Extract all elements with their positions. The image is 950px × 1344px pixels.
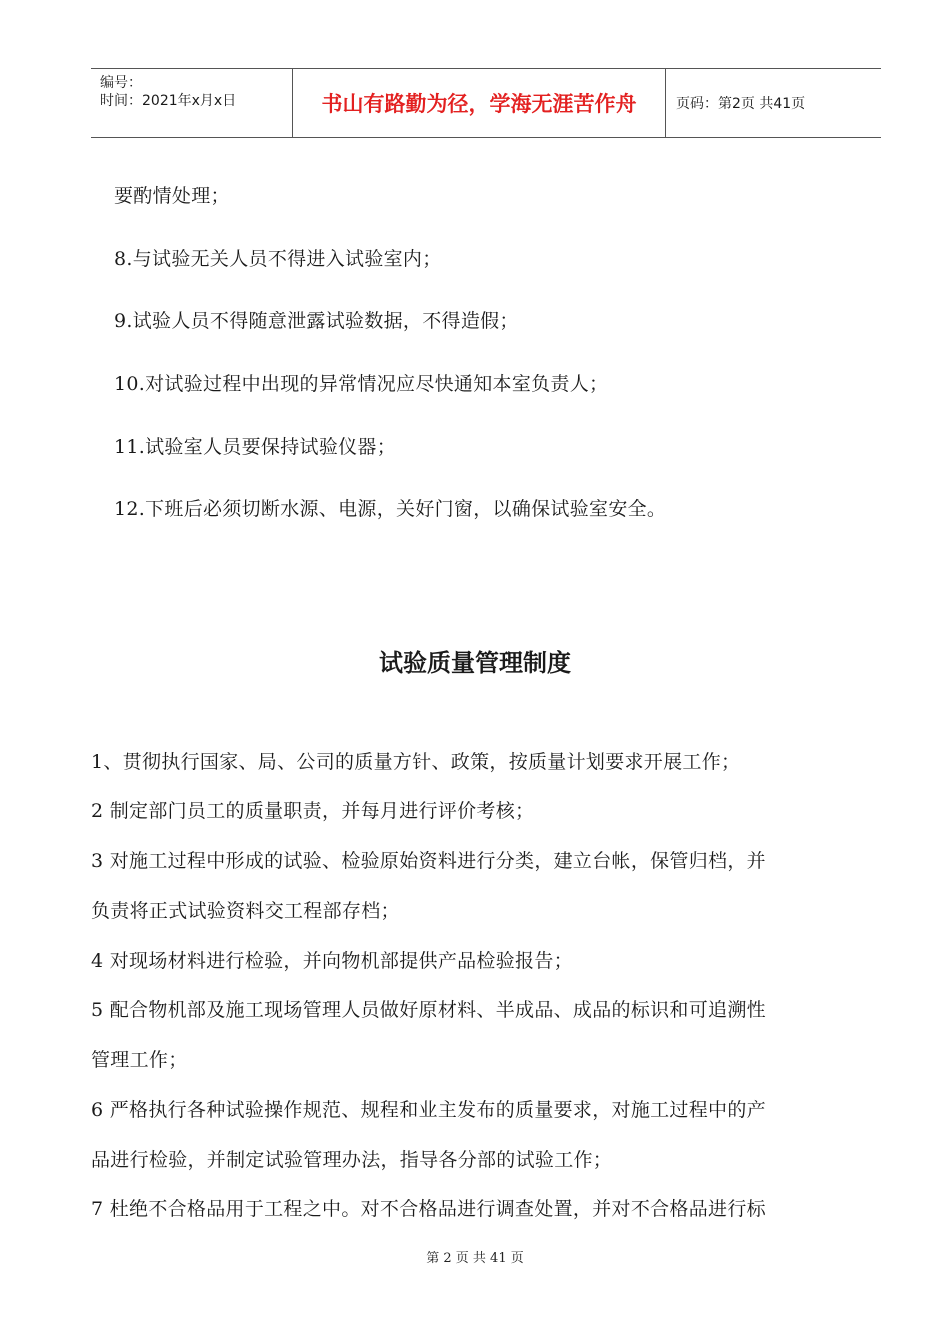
section-title: 试验质量管理制度 bbox=[379, 649, 571, 677]
list-item: 9.试验人员不得随意泄露试验数据，不得造假； bbox=[114, 310, 519, 332]
body-line: 7 杜绝不合格品用于工程之中。对不合格品进行调查处置，并对不合格品进行标 bbox=[91, 1198, 766, 1220]
body-line: 6 严格执行各种试验操作规范、规程和业主发布的质量要求，对施工过程中的产 bbox=[91, 1099, 766, 1121]
header-motto-cell bbox=[293, 69, 666, 137]
page-label: 页码：第2页 共41页 bbox=[676, 96, 806, 112]
body-line: 4 对现场材料进行检验，并向物机部提供产品检验报告； bbox=[91, 950, 573, 972]
body-line: 品进行检验，并制定试验管理办法，指导各分部的试验工作； bbox=[91, 1149, 613, 1171]
time-label: 时间：2021年x月x日 bbox=[100, 93, 237, 109]
body-line: 3 对施工过程中形成的试验、检验原始资料进行分类，建立台帐，保管归档，并 bbox=[91, 850, 766, 872]
list-item: 8.与试验无关人员不得进入试验室内； bbox=[114, 248, 442, 270]
list-item: 10.对试验过程中出现的异常情况应尽快通知本室负责人； bbox=[114, 373, 609, 395]
list-item: 要酌情处理； bbox=[114, 185, 230, 207]
number-label: 编号： bbox=[100, 75, 142, 91]
body-line: 5 配合物机部及施工现场管理人员做好原材料、半成品、成品的标识和可追溯性 bbox=[91, 999, 766, 1021]
body-line: 2 制定部门员工的质量职责，并每月进行评价考核； bbox=[91, 800, 535, 822]
page-footer: 第 2 页 共 41 页 bbox=[426, 1251, 524, 1266]
list-item: 11.试验室人员要保持试验仪器； bbox=[114, 436, 397, 458]
motto: 书山有路勤为径，学海无涯苦作舟 bbox=[321, 92, 637, 116]
page-header bbox=[91, 68, 881, 138]
list-item: 12.下班后必须切断水源、电源，关好门窗，以确保试验室安全。 bbox=[114, 498, 667, 520]
body-line: 管理工作； bbox=[91, 1049, 188, 1071]
header-meta bbox=[91, 69, 293, 137]
header-page-cell bbox=[666, 69, 881, 137]
body-line: 1、贯彻执行国家、局、公司的质量方针、政策，按质量计划要求开展工作； bbox=[91, 751, 741, 773]
body-line: 负责将正式试验资料交工程部存档； bbox=[91, 900, 400, 922]
